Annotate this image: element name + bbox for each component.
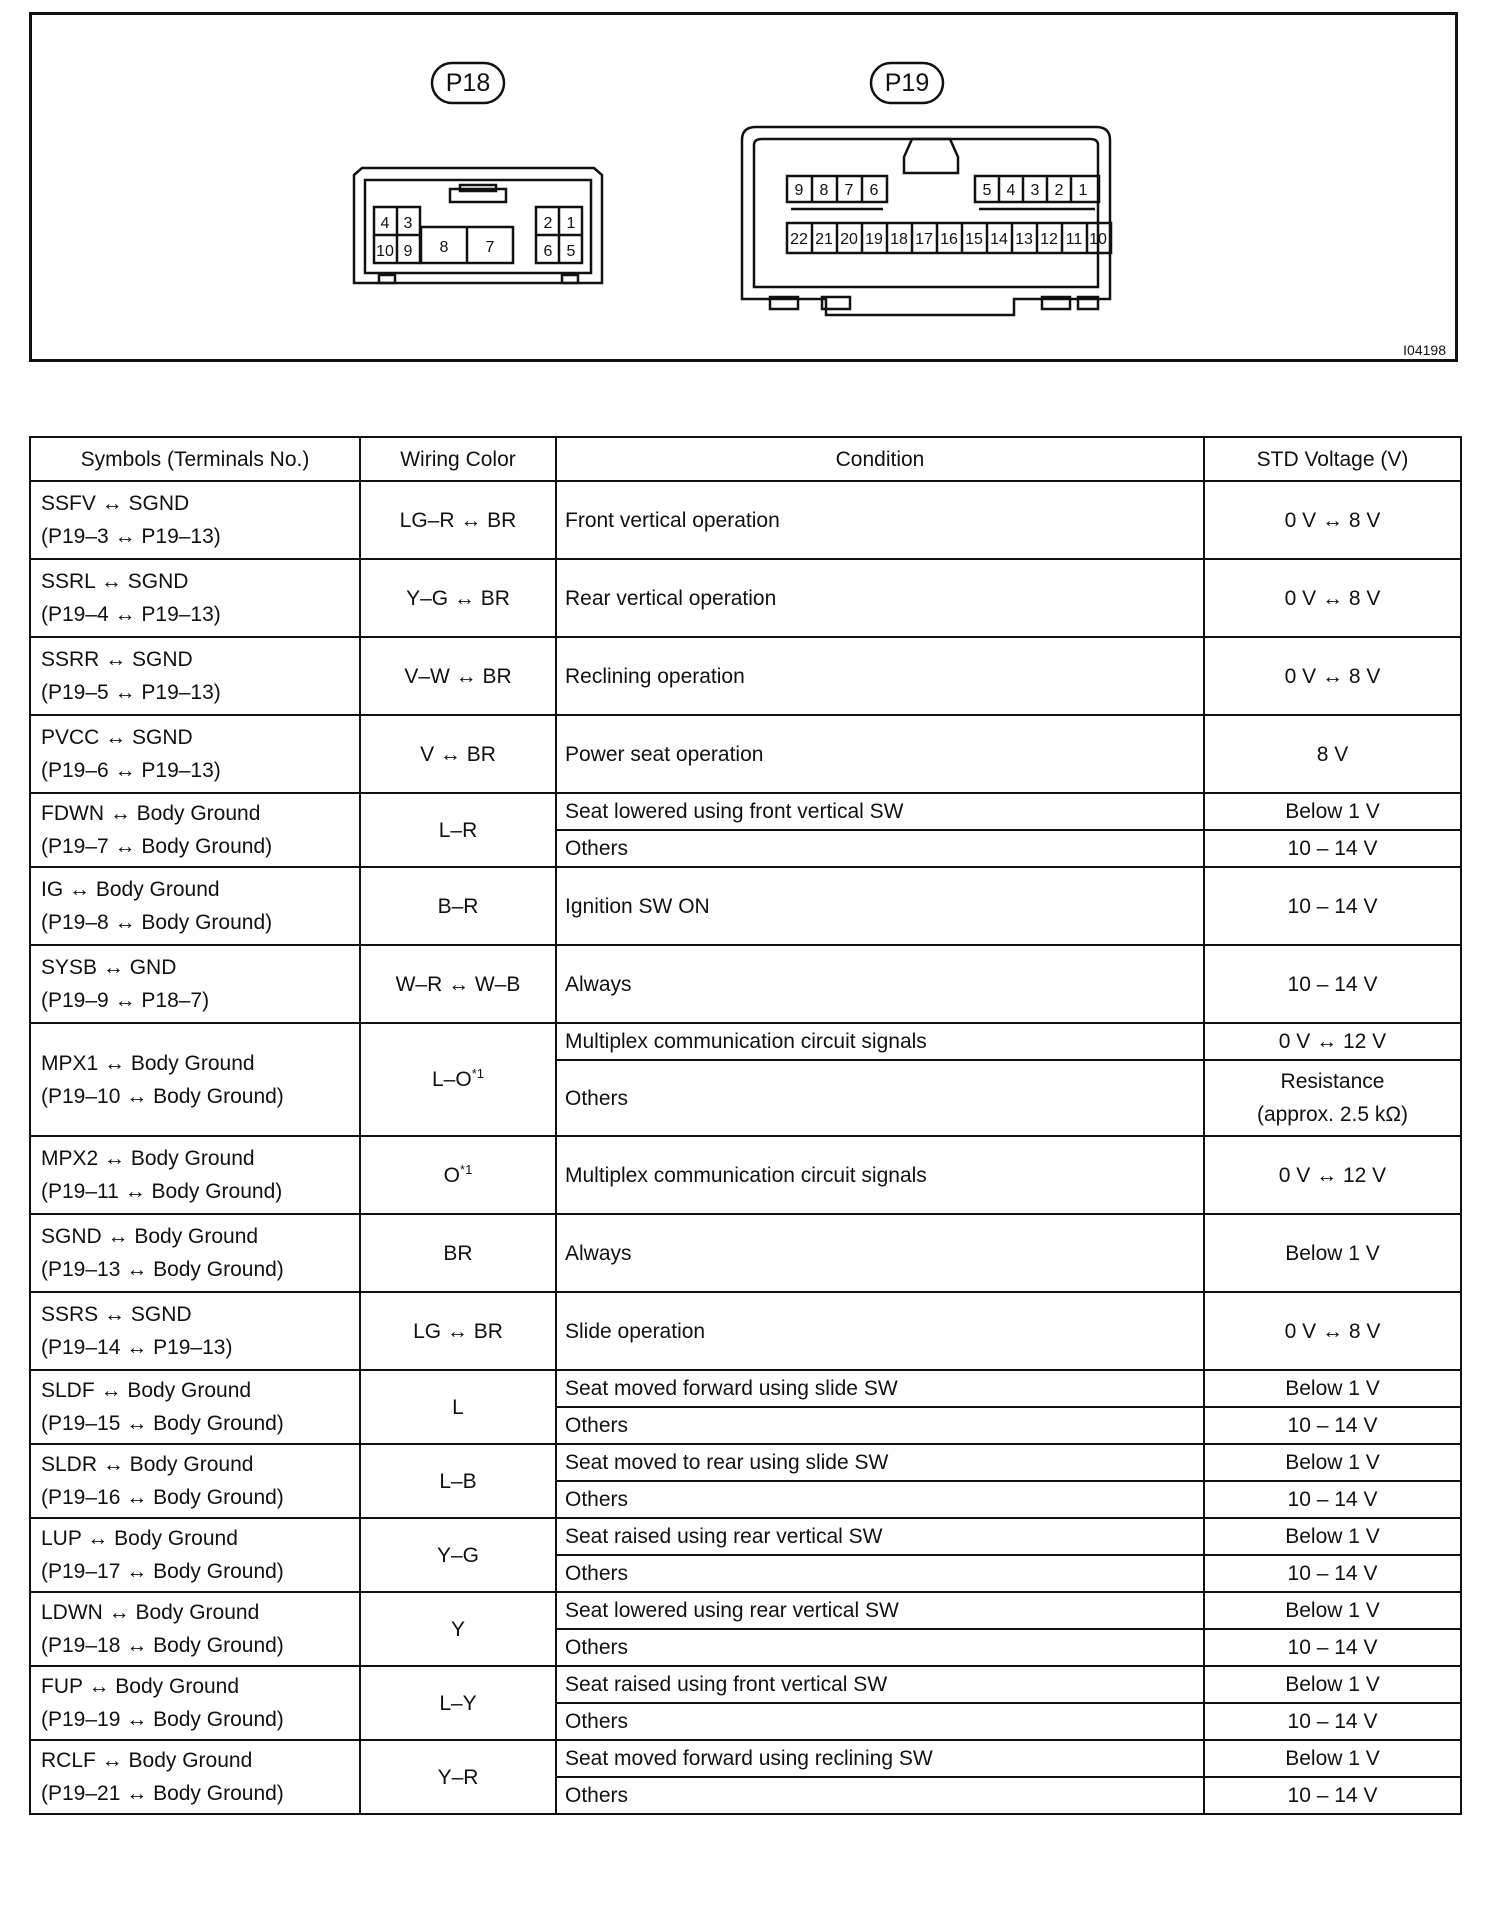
std-voltage-cell: Below 1 V [1204,1370,1461,1407]
std-voltage-cell: 10 – 14 V [1204,1555,1461,1592]
std-voltage-line: (approx. 2.5 kΩ) [1256,1103,1409,1126]
condition-cell: Seat moved forward using slide SW [556,1370,1204,1407]
header-wiring-color: Wiring Color [360,437,556,481]
svg-text:19: 19 [865,231,883,248]
std-voltage-cell: 10 – 14 V [1204,830,1461,867]
std-voltage-cell: Below 1 V [1204,1444,1461,1481]
symbol-name: SSRR ↔ SGND [41,648,193,671]
terminal-voltage-table [29,436,1460,1815]
wiring-color-cell [360,793,556,867]
svg-text:6: 6 [869,182,879,199]
header-condition: Condition [556,437,1204,481]
std-voltage-cell: 0 V ↔ 8 V [1204,637,1461,715]
wiring-color: Y [450,1617,465,1641]
svg-text:2: 2 [543,215,553,232]
wiring-color: L–B [439,1469,477,1493]
terminal-numbers: (P19–10 ↔ Body Ground) [41,1084,284,1108]
wiring-color-cell [360,559,556,637]
wiring-color: Y–R [437,1765,479,1789]
table-row [30,1592,1461,1629]
condition-cell: Others [556,830,1204,867]
std-voltage-cell: Below 1 V [1204,1214,1461,1292]
wiring-color-cell [360,867,556,945]
wiring-color-cell [360,1370,556,1444]
symbol-cell [30,1518,360,1592]
wiring-color-cell [360,1518,556,1592]
symbol-name: PVCC ↔ SGND [41,726,193,749]
terminal-numbers: (P19–17 ↔ Body Ground) [41,1560,284,1583]
connector-diagram [29,12,1458,362]
condition-cell: Others [556,1777,1204,1814]
svg-text:9: 9 [794,182,804,199]
connector-drawing [32,15,1461,365]
wiring-color-cell [360,1666,556,1740]
std-voltage-cell: 10 – 14 V [1204,945,1461,1023]
wiring-color: L [452,1395,464,1419]
symbol-name: SLDF ↔ Body Ground [41,1379,252,1402]
wiring-color-cell [360,945,556,1023]
svg-text:10: 10 [1089,231,1107,248]
footnote-marker: *1 [460,1161,473,1177]
condition-cell: Seat raised using rear vertical SW [556,1518,1204,1555]
condition-cell: Seat lowered using front vertical SW [556,793,1204,830]
std-voltage-cell: 0 V ↔ 12 V [1204,1023,1461,1060]
svg-text:1: 1 [1078,182,1088,199]
symbol-name: FDWN ↔ Body Ground [41,802,261,825]
wiring-color: LG–R ↔ BR [399,508,517,532]
table-row [30,1214,1461,1292]
svg-text:P19: P19 [884,69,930,97]
symbol-name: LUP ↔ Body Ground [41,1527,238,1550]
terminal-numbers: (P19–8 ↔ Body Ground) [41,911,273,934]
wiring-color-cell [360,1740,556,1814]
header-std-voltage: STD Voltage (V) [1204,437,1461,481]
svg-text:1: 1 [566,215,576,232]
table-row [30,1666,1461,1703]
table-row [30,1136,1461,1214]
symbol-name: LDWN ↔ Body Ground [41,1601,260,1624]
condition-cell: Rear vertical operation [556,559,1204,637]
svg-text:8: 8 [819,182,829,199]
condition-cell: Slide operation [556,1292,1204,1370]
table-row [30,1023,1461,1060]
symbol-name: SSRL ↔ SGND [41,570,189,593]
wiring-color: W–R ↔ W–B [395,972,521,996]
std-voltage-cell: 0 V ↔ 8 V [1204,559,1461,637]
symbol-name: SYSB ↔ GND [41,956,177,979]
std-voltage-cell: 10 – 14 V [1204,1629,1461,1666]
wiring-color-cell [360,1023,556,1136]
std-voltage-cell: Below 1 V [1204,793,1461,830]
table-row [30,1292,1461,1370]
symbol-name: FUP ↔ Body Ground [41,1675,240,1698]
wiring-color: Y–G [436,1543,480,1567]
symbol-name: SLDR ↔ Body Ground [41,1453,254,1476]
svg-text:8: 8 [439,239,449,256]
terminal-numbers: (P19–15 ↔ Body Ground) [41,1412,284,1435]
wiring-color: L–R [438,818,478,842]
condition-cell: Seat lowered using rear vertical SW [556,1592,1204,1629]
symbol-name: SSFV ↔ SGND [41,492,190,515]
figure-code: I04198 [1403,342,1446,358]
symbol-cell [30,1292,360,1370]
table-row [30,945,1461,1023]
p18-connector [354,168,602,283]
table-row [30,1740,1461,1777]
svg-text:18: 18 [890,231,908,248]
terminal-numbers: (P19–16 ↔ Body Ground) [41,1486,284,1509]
wiring-color: Y–G ↔ BR [406,586,510,610]
wiring-color-cell [360,1214,556,1292]
svg-text:5: 5 [982,182,992,199]
svg-text:6: 6 [543,243,553,260]
svg-text:13: 13 [1015,231,1033,248]
std-voltage-cell: 10 – 14 V [1204,1777,1461,1814]
condition-cell: Always [556,945,1204,1023]
table-row [30,1370,1461,1407]
svg-text:4: 4 [380,215,390,232]
std-voltage-cell: Below 1 V [1204,1740,1461,1777]
terminal-numbers: (P19–18 ↔ Body Ground) [41,1634,284,1657]
condition-cell: Always [556,1214,1204,1292]
std-voltage-line: Resistance [1280,1070,1385,1093]
condition-cell: Multiplex communication circuit signals [556,1023,1204,1060]
std-voltage-cell: 0 V ↔ 8 V [1204,1292,1461,1370]
terminal-numbers: (P19–3 ↔ P19–13) [41,525,221,548]
condition-cell: Others [556,1060,1204,1136]
condition-cell: Others [556,1703,1204,1740]
symbol-cell [30,1592,360,1666]
svg-text:21: 21 [815,231,833,248]
terminal-numbers: (P19–14 ↔ P19–13) [41,1336,233,1359]
wiring-color: V–W ↔ BR [404,664,512,688]
symbol-cell [30,1666,360,1740]
svg-text:20: 20 [840,231,858,248]
condition-cell: Others [556,1555,1204,1592]
symbol-name: RCLF ↔ Body Ground [41,1749,253,1772]
svg-text:3: 3 [1030,182,1040,199]
table-row [30,793,1461,830]
table-row [30,559,1461,637]
svg-text:12: 12 [1040,231,1058,248]
terminal-numbers: (P19–11 ↔ Body Ground) [41,1180,283,1203]
condition-cell: Others [556,1629,1204,1666]
symbol-cell [30,481,360,559]
wiring-color: LG ↔ BR [413,1319,503,1343]
wiring-color: BR [443,1241,473,1265]
wiring-color-cell [360,1136,556,1214]
condition-cell: Reclining operation [556,637,1204,715]
symbol-cell [30,1023,360,1136]
svg-text:P18: P18 [445,69,491,97]
terminal-numbers: (P19–19 ↔ Body Ground) [41,1708,284,1731]
std-voltage-cell [1204,1060,1461,1136]
symbol-cell [30,945,360,1023]
condition-cell: Seat moved to rear using slide SW [556,1444,1204,1481]
condition-cell: Others [556,1407,1204,1444]
table-header-row [30,437,1461,481]
symbol-name: IG ↔ Body Ground [41,878,220,901]
terminal-numbers: (P19–21 ↔ Body Ground) [41,1782,284,1805]
terminal-numbers: (P19–9 ↔ P18–7) [41,989,210,1012]
std-voltage-cell: 0 V ↔ 8 V [1204,481,1461,559]
svg-text:7: 7 [844,182,854,199]
std-voltage-cell: 10 – 14 V [1204,1407,1461,1444]
std-voltage-cell: Below 1 V [1204,1592,1461,1629]
wiring-color: L–Y [439,1691,477,1715]
footnote-marker: *1 [471,1066,484,1081]
std-voltage-cell: Below 1 V [1204,1666,1461,1703]
table-row [30,1444,1461,1481]
svg-text:10: 10 [376,243,394,260]
table-row [30,715,1461,793]
wiring-color: V ↔ BR [420,742,496,766]
table-row [30,481,1461,559]
terminal-numbers: (P19–5 ↔ P19–13) [41,681,221,704]
svg-text:9: 9 [403,243,413,260]
condition-cell: Seat moved forward using reclining SW [556,1740,1204,1777]
symbol-cell [30,637,360,715]
std-voltage-cell: 8 V [1204,715,1461,793]
std-voltage-cell: Below 1 V [1204,1518,1461,1555]
table-row [30,637,1461,715]
svg-text:3: 3 [403,215,413,232]
svg-text:14: 14 [990,231,1008,248]
terminal-numbers: (P19–13 ↔ Body Ground) [41,1258,284,1281]
wiring-color: B–R [437,894,479,918]
symbol-cell [30,559,360,637]
wiring-color-cell [360,637,556,715]
p19-connector [742,127,1111,315]
wiring-color-cell [360,481,556,559]
condition-cell: Ignition SW ON [556,867,1204,945]
condition-cell: Multiplex communication circuit signals [556,1136,1204,1214]
condition-cell: Others [556,1481,1204,1518]
symbol-name: MPX1 ↔ Body Ground [41,1051,255,1075]
svg-text:17: 17 [915,231,933,248]
table-row [30,1518,1461,1555]
symbol-cell [30,1370,360,1444]
wiring-color-cell [360,715,556,793]
symbol-cell [30,1136,360,1214]
svg-text:16: 16 [940,231,958,248]
svg-text:2: 2 [1054,182,1064,199]
symbol-name: SSRS ↔ SGND [41,1303,192,1326]
condition-cell: Power seat operation [556,715,1204,793]
p19-label [871,63,943,103]
svg-text:5: 5 [566,243,576,260]
svg-text:4: 4 [1006,182,1016,199]
wiring-color: L–O [432,1068,472,1091]
symbol-cell [30,715,360,793]
svg-text:15: 15 [965,231,983,248]
header-symbols: Symbols (Terminals No.) [30,437,360,481]
terminal-numbers: (P19–7 ↔ Body Ground) [41,835,273,858]
symbol-cell [30,1214,360,1292]
terminal-numbers: (P19–6 ↔ P19–13) [41,759,221,782]
std-voltage-cell: 10 – 14 V [1204,1703,1461,1740]
condition-cell: Seat raised using front vertical SW [556,1666,1204,1703]
symbol-cell [30,867,360,945]
wiring-color-cell [360,1592,556,1666]
std-voltage-cell: 0 V ↔ 12 V [1204,1136,1461,1214]
table-row [30,867,1461,945]
std-voltage-cell: 10 – 14 V [1204,1481,1461,1518]
symbol-cell [30,1444,360,1518]
symbol-name: SGND ↔ Body Ground [41,1225,259,1248]
p18-label [432,63,504,103]
symbol-name: MPX2 ↔ Body Ground [41,1147,255,1170]
wiring-color-cell [360,1292,556,1370]
symbol-cell [30,1740,360,1814]
std-voltage-cell: 10 – 14 V [1204,867,1461,945]
svg-text:7: 7 [485,239,495,256]
svg-text:22: 22 [790,231,808,248]
wiring-color-cell [360,1444,556,1518]
condition-cell: Front vertical operation [556,481,1204,559]
wiring-color: O [443,1163,461,1187]
terminal-numbers: (P19–4 ↔ P19–13) [41,603,221,626]
symbol-cell [30,793,360,867]
svg-text:11: 11 [1065,231,1083,248]
